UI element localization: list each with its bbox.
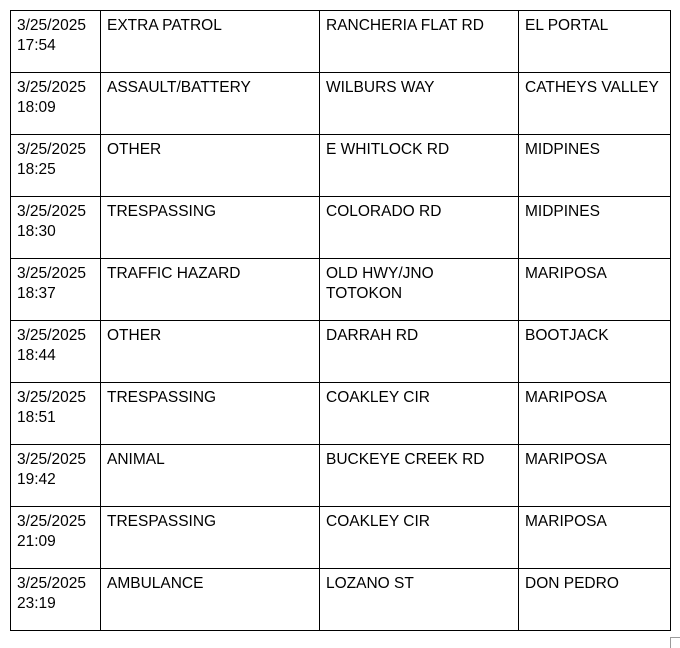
time-text: 21:09 xyxy=(17,533,56,550)
incident-log-table xyxy=(10,10,671,631)
table-row xyxy=(11,383,671,445)
location-cell: WILBURS WAY xyxy=(320,73,519,135)
datetime-cell xyxy=(11,135,101,197)
table-row xyxy=(11,197,671,259)
date-text: 3/25/2025 xyxy=(17,575,86,592)
incident-type-cell: TRAFFIC HAZARD xyxy=(101,259,320,321)
date-text: 3/25/2025 xyxy=(17,79,86,96)
datetime-cell xyxy=(11,321,101,383)
table-row xyxy=(11,321,671,383)
incident-log-body xyxy=(11,11,671,631)
table-row xyxy=(11,259,671,321)
time-text: 18:44 xyxy=(17,347,56,364)
date-text: 3/25/2025 xyxy=(17,141,86,158)
table-row xyxy=(11,507,671,569)
table-row xyxy=(11,135,671,197)
datetime-cell xyxy=(11,197,101,259)
date-text: 3/25/2025 xyxy=(17,17,86,34)
location-cell: OLD HWY/JNO TOTOKON xyxy=(320,259,519,321)
incident-type-cell: AMBULANCE xyxy=(101,569,320,631)
incident-type-cell: TRESPASSING xyxy=(101,197,320,259)
area-cell: CATHEYS VALLEY xyxy=(519,73,671,135)
table-row xyxy=(11,445,671,507)
area-cell: MIDPINES xyxy=(519,135,671,197)
area-cell: MIDPINES xyxy=(519,197,671,259)
incident-type-cell: ASSAULT/BATTERY xyxy=(101,73,320,135)
datetime-cell xyxy=(11,569,101,631)
area-cell: EL PORTAL xyxy=(519,11,671,73)
time-text: 18:25 xyxy=(17,161,56,178)
location-cell: RANCHERIA FLAT RD xyxy=(320,11,519,73)
time-text: 17:54 xyxy=(17,37,56,54)
date-text: 3/25/2025 xyxy=(17,265,86,282)
area-cell: BOOTJACK xyxy=(519,321,671,383)
location-cell: COLORADO RD xyxy=(320,197,519,259)
datetime-cell xyxy=(11,445,101,507)
incident-type-cell: TRESPASSING xyxy=(101,383,320,445)
incident-type-cell: ANIMAL xyxy=(101,445,320,507)
table-row xyxy=(11,569,671,631)
date-text: 3/25/2025 xyxy=(17,513,86,530)
incident-type-cell: OTHER xyxy=(101,321,320,383)
location-cell: BUCKEYE CREEK RD xyxy=(320,445,519,507)
location-cell: DARRAH RD xyxy=(320,321,519,383)
area-cell: MARIPOSA xyxy=(519,507,671,569)
time-text: 18:37 xyxy=(17,285,56,302)
date-text: 3/25/2025 xyxy=(17,389,86,406)
datetime-cell xyxy=(11,73,101,135)
location-cell: COAKLEY CIR xyxy=(320,383,519,445)
table-row xyxy=(11,11,671,73)
date-text: 3/25/2025 xyxy=(17,451,86,468)
date-text: 3/25/2025 xyxy=(17,203,86,220)
time-text: 18:09 xyxy=(17,99,56,116)
date-text: 3/25/2025 xyxy=(17,327,86,344)
time-text: 19:42 xyxy=(17,471,56,488)
area-cell: MARIPOSA xyxy=(519,259,671,321)
time-text: 23:19 xyxy=(17,595,56,612)
time-text: 18:51 xyxy=(17,409,56,426)
location-cell: LOZANO ST xyxy=(320,569,519,631)
datetime-cell xyxy=(11,507,101,569)
incident-type-cell: EXTRA PATROL xyxy=(101,11,320,73)
area-cell: DON PEDRO xyxy=(519,569,671,631)
location-cell: COAKLEY CIR xyxy=(320,507,519,569)
location-cell: E WHITLOCK RD xyxy=(320,135,519,197)
datetime-cell xyxy=(11,383,101,445)
time-text: 18:30 xyxy=(17,223,56,240)
page-corner-marker xyxy=(670,637,680,648)
table-row xyxy=(11,73,671,135)
datetime-cell xyxy=(11,11,101,73)
area-cell: MARIPOSA xyxy=(519,383,671,445)
incident-type-cell: OTHER xyxy=(101,135,320,197)
area-cell: MARIPOSA xyxy=(519,445,671,507)
datetime-cell xyxy=(11,259,101,321)
incident-type-cell: TRESPASSING xyxy=(101,507,320,569)
